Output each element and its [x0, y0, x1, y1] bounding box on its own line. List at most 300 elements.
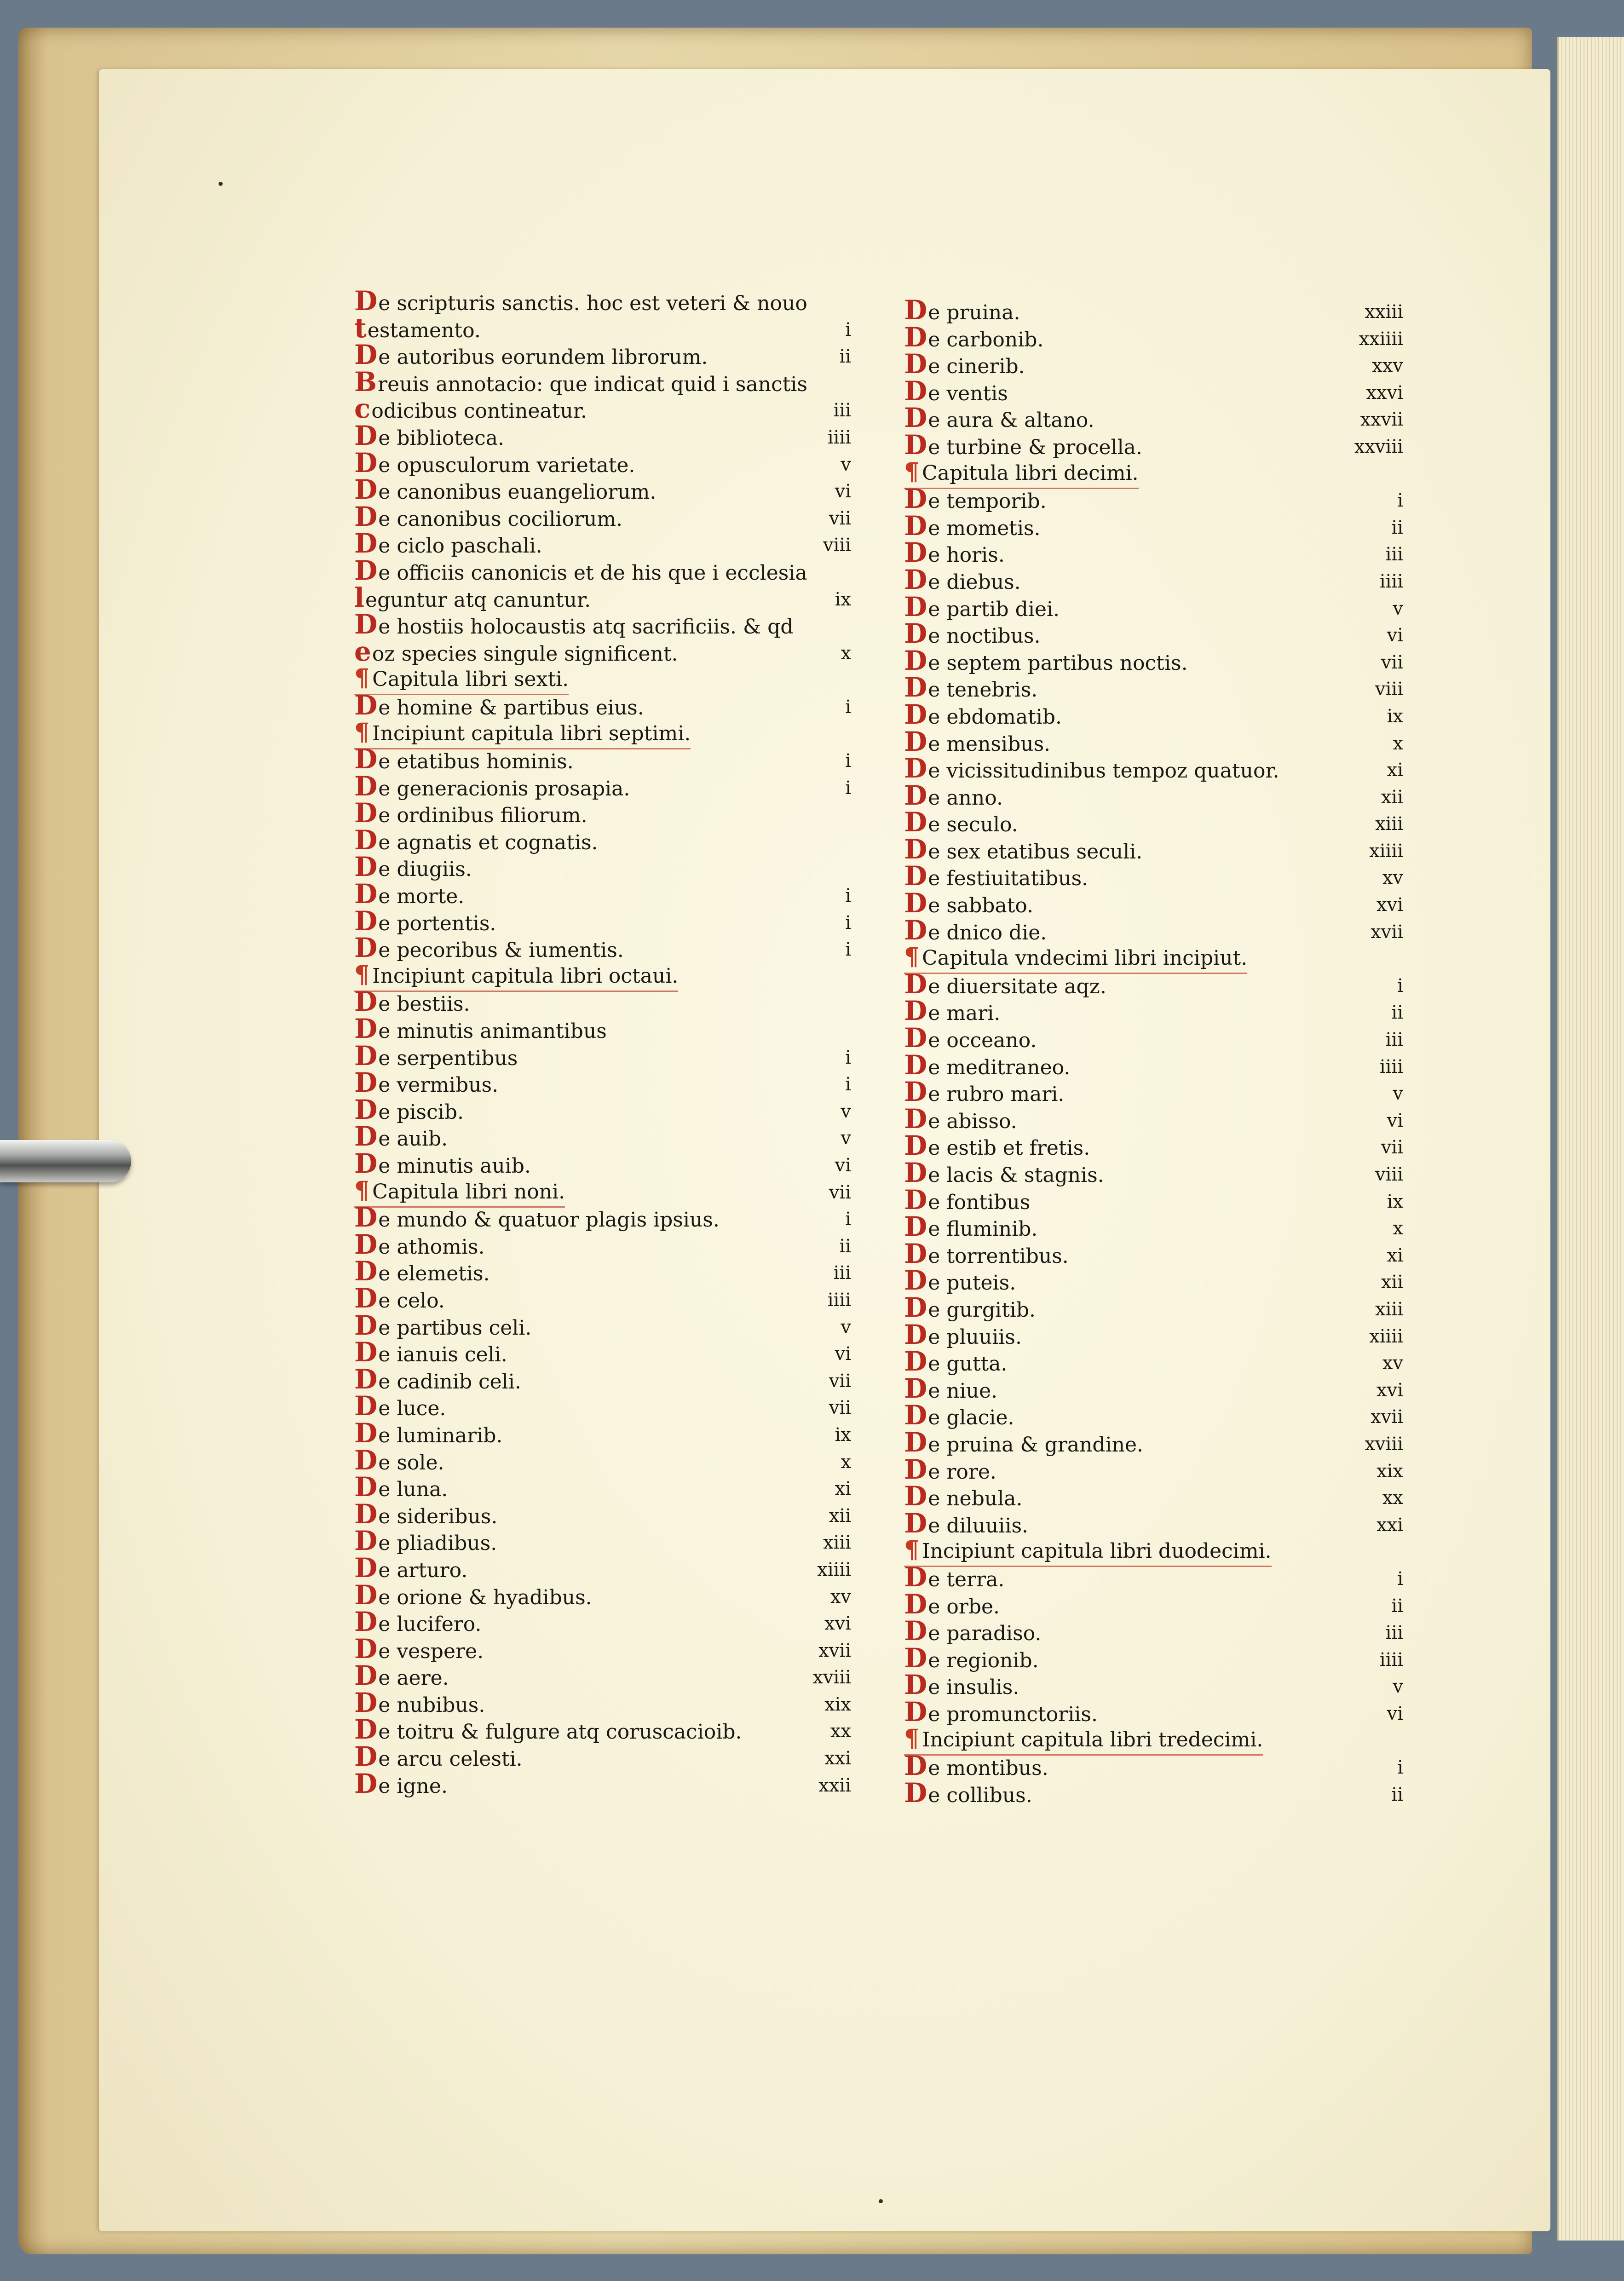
- rubric-heading: [354, 1177, 851, 1204]
- entry-text: De gutta.: [904, 1346, 1008, 1377]
- entry-text: De bestiis.: [354, 986, 470, 1018]
- toc-entry: [354, 312, 851, 344]
- toc-entry: [904, 1480, 1403, 1512]
- entry-text: De diugiis.: [354, 851, 472, 883]
- red-initial: D: [904, 483, 927, 515]
- entry-text: De ordinibus filiorum.: [354, 797, 587, 829]
- toc-entry: [904, 294, 1403, 326]
- red-initial: D: [354, 1768, 378, 1799]
- entry-text: ¶ Capitula libri noni.: [354, 1177, 565, 1208]
- entry-text: De vicissitudinibus tempoz quatuor.: [904, 753, 1279, 784]
- red-initial: D: [354, 1094, 378, 1125]
- chapter-number: xiii: [1375, 1298, 1403, 1320]
- chapter-number: xi: [1387, 1244, 1403, 1266]
- toc-entry: [354, 584, 851, 611]
- entry-text: De noctibus.: [904, 618, 1041, 650]
- rubric-heading: [904, 1725, 1403, 1752]
- red-initial: D: [904, 510, 927, 541]
- entry-text: De aere.: [354, 1660, 449, 1692]
- red-initial: D: [904, 1076, 927, 1108]
- entry-text: De montibus.: [904, 1750, 1048, 1782]
- red-initial: D: [354, 932, 378, 964]
- entry-text: ¶ Incipiunt capitula libri tredecimi.: [904, 1725, 1263, 1756]
- toc-entry: [354, 1309, 851, 1341]
- entry-text: De meditraneo.: [904, 1049, 1071, 1081]
- toc-entry: [354, 1123, 851, 1150]
- chapter-number: xv: [1382, 1353, 1403, 1374]
- red-initial: D: [904, 1265, 927, 1296]
- red-initial: e: [354, 635, 371, 667]
- entry-text: De mensibus.: [904, 726, 1051, 757]
- toc-entry: [354, 554, 851, 586]
- red-initial: D: [354, 1498, 378, 1530]
- chapter-number: v: [841, 1128, 851, 1149]
- chapter-number: xxiii: [1365, 301, 1403, 323]
- red-initial: D: [354, 878, 378, 910]
- red-initial: D: [354, 1471, 378, 1503]
- chapter-number: v: [1393, 1676, 1403, 1698]
- toc-entry: [904, 1267, 1403, 1294]
- chapter-number: xviii: [1365, 1433, 1403, 1455]
- paragraph-mark-icon: ¶: [354, 960, 370, 989]
- entry-text: De dnico die.: [904, 914, 1047, 946]
- entry-text: De promunctoriis.: [904, 1696, 1098, 1728]
- toc-entry: [904, 860, 1403, 892]
- entry-text: De insulis.: [904, 1669, 1019, 1701]
- toc-entry: [354, 1015, 851, 1043]
- entry-text: De sole.: [354, 1444, 444, 1476]
- paragraph-mark-icon: ¶: [354, 718, 370, 746]
- entry-text: De orione & hyadibus.: [354, 1579, 592, 1611]
- entry-text: ¶ Incipiunt capitula libri octaui.: [354, 962, 678, 992]
- chapter-number: xvi: [1376, 1379, 1403, 1401]
- red-initial: D: [904, 645, 927, 676]
- chapter-number: iiii: [1379, 1056, 1403, 1077]
- chapter-number: vii: [1381, 651, 1403, 673]
- entry-text: De estib et fretis.: [904, 1130, 1090, 1162]
- toc-entry: [354, 503, 851, 530]
- red-initial: D: [904, 402, 927, 434]
- left-column: [354, 285, 851, 1799]
- entry-text: De diuersitate aqz.: [904, 968, 1106, 1000]
- toc-entry: [354, 1716, 851, 1743]
- entry-text: De terra.: [904, 1561, 1005, 1593]
- chapter-number: xi: [835, 1478, 851, 1500]
- entry-text: De fontibus: [904, 1184, 1031, 1215]
- entry-text: De igne.: [354, 1768, 448, 1799]
- entry-text: De portentis.: [354, 905, 496, 937]
- toc-entry: [904, 1321, 1403, 1348]
- paragraph-mark-icon: ¶: [904, 457, 920, 486]
- toc-entry: [354, 1258, 851, 1285]
- red-initial: D: [904, 591, 927, 622]
- chapter-number: xvi: [1376, 894, 1403, 916]
- entry-text: ¶ Capitula libri sexti.: [354, 665, 569, 695]
- toc-entry: [354, 1579, 851, 1611]
- toc-entry: [904, 1615, 1403, 1647]
- toc-entry: [904, 674, 1403, 701]
- entry-text: De ciclo paschali.: [354, 528, 542, 559]
- toc-entry: [904, 1130, 1403, 1162]
- chapter-number: xv: [830, 1586, 851, 1607]
- toc-entry: [904, 1049, 1403, 1081]
- chapter-number: x: [1393, 1218, 1403, 1239]
- chapter-number: ix: [835, 588, 851, 610]
- red-initial: D: [904, 1507, 927, 1539]
- chapter-number: i: [845, 912, 851, 933]
- entry-text: De elemetis.: [354, 1256, 490, 1287]
- entry-text: De arturo.: [354, 1552, 468, 1584]
- red-initial: D: [354, 609, 378, 640]
- toc-entry: [354, 905, 851, 937]
- entry-text: De arcu celesti.: [354, 1741, 523, 1773]
- entry-text: De generacionis prosapia.: [354, 770, 630, 802]
- chapter-number: i: [845, 319, 851, 340]
- toc-entry: [354, 1096, 851, 1123]
- red-initial: D: [904, 753, 927, 784]
- entry-text: De opusculorum varietate.: [354, 447, 635, 478]
- toc-entry: [904, 485, 1403, 513]
- toc-entry: [904, 1078, 1403, 1106]
- red-initial: D: [354, 851, 378, 883]
- toc-entry: [904, 1402, 1403, 1429]
- red-initial: D: [354, 1309, 378, 1341]
- chapter-number: xx: [1382, 1487, 1403, 1509]
- chapter-number: vi: [835, 1343, 851, 1365]
- entry-text: De septem partibus noctis.: [904, 645, 1188, 676]
- red-initial: D: [904, 995, 927, 1027]
- chapter-number: x: [841, 642, 851, 664]
- chapter-number: vi: [835, 481, 851, 502]
- entry-text: De carbonib.: [904, 321, 1044, 353]
- red-initial: D: [354, 1687, 378, 1718]
- chapter-number: xxv: [1372, 355, 1403, 377]
- red-initial: D: [354, 824, 378, 856]
- chapter-number: xvii: [1371, 921, 1403, 943]
- toc-entry: [904, 1561, 1403, 1593]
- chapter-number: i: [1397, 490, 1403, 512]
- red-initial: D: [354, 1121, 378, 1152]
- red-initial: D: [904, 429, 927, 461]
- red-initial: D: [904, 726, 927, 757]
- entry-text: De rore.: [904, 1453, 996, 1485]
- red-initial: D: [354, 339, 378, 371]
- red-initial: D: [354, 501, 378, 532]
- entry-text: De collibus.: [904, 1777, 1032, 1809]
- red-initial: D: [354, 1202, 378, 1233]
- red-initial: D: [904, 806, 927, 838]
- toc-entry: [354, 611, 851, 638]
- paragraph-mark-icon: ¶: [354, 1176, 370, 1204]
- toc-entry: [904, 618, 1403, 650]
- entry-text: De auib.: [354, 1121, 448, 1152]
- toc-entry: [354, 366, 851, 397]
- toc-entry: [904, 1671, 1403, 1699]
- entry-text: De aura & altano.: [904, 402, 1094, 434]
- entry-text: De partib diei.: [904, 591, 1060, 622]
- chapter-number: x: [1393, 732, 1403, 754]
- red-initial: D: [354, 474, 378, 506]
- toc-entry: [354, 422, 851, 449]
- chapter-number: viii: [1375, 679, 1403, 700]
- entry-text: De canonibus euangeliorum.: [354, 474, 657, 506]
- chapter-number: ix: [835, 1424, 851, 1446]
- chapter-number: vi: [835, 1155, 851, 1176]
- toc-entry: [354, 1770, 851, 1797]
- chapter-number: viii: [823, 535, 851, 556]
- chapter-number: xxi: [1376, 1514, 1403, 1536]
- entry-text: De sideribus.: [354, 1498, 498, 1530]
- red-initial: D: [354, 770, 378, 802]
- chapter-number: v: [841, 1100, 851, 1122]
- toc-entry: [354, 1741, 851, 1773]
- entry-text: De nubibus.: [354, 1687, 485, 1718]
- entry-text: De homine & partibus eius.: [354, 689, 644, 721]
- toc-entry: [354, 393, 851, 425]
- red-initial: D: [904, 968, 927, 1000]
- entry-text: ¶ Capitula libri decimi.: [904, 459, 1139, 489]
- red-initial: D: [354, 1741, 378, 1773]
- entry-text: De officiis canonicis et de his que i ecclesia: [354, 554, 807, 586]
- toc-entry: [354, 1471, 851, 1503]
- chapter-number: i: [845, 1047, 851, 1068]
- entry-text: De hostiis holocaustis atq sacrificiis. & qd: [354, 609, 794, 640]
- entry-text: eoz species singule significent.: [354, 635, 678, 667]
- red-initial: D: [354, 1282, 378, 1314]
- rubric-heading: [354, 962, 851, 989]
- toc-entry: [904, 1022, 1403, 1054]
- entry-text: De celo.: [354, 1282, 445, 1314]
- toc-entry: [904, 779, 1403, 811]
- chapter-number: xvi: [824, 1613, 851, 1635]
- toc-entry: [354, 743, 851, 775]
- red-initial: D: [904, 672, 927, 703]
- chapter-number: xix: [1376, 1460, 1403, 1482]
- toc-entry: [354, 1204, 851, 1231]
- rubric-heading: [354, 665, 851, 692]
- entry-text: De biblioteca.: [354, 420, 504, 451]
- entry-text: De minutis auib.: [354, 1148, 531, 1179]
- red-initial: D: [354, 528, 378, 559]
- entry-text: De mundo & quatuor plagis ipsius.: [354, 1202, 720, 1233]
- red-initial: D: [904, 1561, 927, 1593]
- entry-text: De diluuiis.: [904, 1507, 1029, 1539]
- toc-entry: [354, 1336, 851, 1368]
- red-initial: D: [904, 1372, 927, 1404]
- chapter-number: i: [845, 696, 851, 718]
- rubric-heading: [904, 1537, 1403, 1564]
- toc-entry: [904, 1752, 1403, 1780]
- chapter-number: xiiii: [1369, 840, 1403, 862]
- toc-entry: [354, 986, 851, 1018]
- toc-entry: [904, 1372, 1403, 1404]
- red-initial: D: [354, 1013, 378, 1045]
- red-initial: D: [904, 375, 927, 407]
- red-initial: D: [904, 1291, 927, 1323]
- toc-entry: [354, 1608, 851, 1636]
- toc-entry: [354, 853, 851, 881]
- chapter-number: xxiiii: [1359, 328, 1403, 350]
- entry-text: De ianuis celi.: [354, 1336, 507, 1368]
- red-initial: D: [354, 554, 378, 586]
- chapter-number: xiiii: [817, 1559, 851, 1580]
- toc-entry: [354, 474, 851, 506]
- entry-text: De fluminib.: [904, 1211, 1038, 1243]
- toc-entry: [904, 806, 1403, 838]
- chapter-number: v: [841, 454, 851, 475]
- entry-text: De cadinib celi.: [354, 1363, 521, 1395]
- chapter-number: xx: [830, 1721, 851, 1742]
- entry-text: De canonibus cociliorum.: [354, 501, 623, 532]
- toc-entry: [354, 1527, 851, 1555]
- chapter-number: i: [845, 1074, 851, 1095]
- red-initial: D: [904, 1642, 927, 1674]
- chapter-number: xxii: [818, 1774, 851, 1796]
- entry-text: De luminarib.: [354, 1417, 503, 1449]
- toc-entry: [904, 914, 1403, 946]
- toc-entry: [904, 887, 1403, 919]
- toc-entry: [904, 1184, 1403, 1215]
- entry-text: De torrentibus.: [904, 1238, 1069, 1269]
- red-initial: D: [354, 1660, 378, 1692]
- chapter-number: v: [841, 1316, 851, 1338]
- chapter-number: xxi: [824, 1748, 851, 1769]
- chapter-number: vii: [829, 507, 851, 529]
- entry-text: De anno.: [904, 779, 1003, 811]
- red-initial: D: [354, 420, 378, 451]
- toc-entry: [904, 1240, 1403, 1267]
- red-initial: D: [904, 833, 927, 865]
- entry-text: De seculo.: [904, 806, 1018, 838]
- toc-entry: [904, 728, 1403, 755]
- entry-text: De scripturis sanctis. hoc est veteri & nouo: [354, 285, 807, 317]
- red-initial: D: [904, 1022, 927, 1054]
- entry-text: De temporib.: [904, 483, 1047, 515]
- toc-entry: [904, 321, 1403, 353]
- red-initial: D: [354, 1552, 378, 1584]
- entry-text: De festiuitatibus.: [904, 860, 1088, 892]
- toc-entry: [904, 375, 1403, 407]
- chapter-number: ii: [1391, 517, 1403, 538]
- red-initial: D: [354, 1363, 378, 1395]
- entry-text: De paradiso.: [904, 1615, 1042, 1647]
- paragraph-mark-icon: ¶: [354, 664, 370, 692]
- red-initial: D: [904, 1426, 927, 1458]
- toc-entry: [904, 348, 1403, 380]
- toc-entry: [904, 997, 1403, 1025]
- entry-text: De puteis.: [904, 1265, 1016, 1296]
- toc-entry: [904, 566, 1403, 593]
- entry-text: De gurgitib.: [904, 1291, 1036, 1323]
- paragraph-mark-icon: ¶: [904, 943, 920, 971]
- red-initial: D: [904, 1238, 927, 1269]
- red-initial: D: [904, 1615, 927, 1647]
- toc-entry: [904, 1642, 1403, 1674]
- entry-text: De minutis animantibus: [354, 1013, 607, 1045]
- toc-entry: [354, 1660, 851, 1692]
- red-initial: D: [904, 618, 927, 650]
- entry-text: De lucifero.: [354, 1606, 482, 1638]
- toc-entry: [354, 1228, 851, 1260]
- toc-entry: [904, 698, 1403, 730]
- chapter-number: iii: [833, 400, 851, 421]
- toc-entry: [354, 770, 851, 802]
- red-initial: D: [904, 1049, 927, 1081]
- entry-text: De agnatis et cognatis.: [354, 824, 598, 856]
- ink-spot: [879, 2199, 883, 2203]
- entry-text: De luce.: [354, 1390, 446, 1422]
- red-initial: D: [354, 285, 378, 317]
- red-initial: D: [904, 914, 927, 946]
- red-initial: B: [354, 366, 377, 397]
- entry-text: Breuis annotacio: que indicat quid i sanctis: [354, 366, 808, 397]
- entry-text: De toitru & fulgure atq coruscaciоib.: [354, 1714, 742, 1745]
- red-initial: D: [354, 1040, 378, 1071]
- chapter-number: viii: [1375, 1164, 1403, 1185]
- chapter-number: v: [1393, 1083, 1403, 1105]
- red-initial: D: [354, 1579, 378, 1611]
- chapter-number: ix: [1387, 1191, 1403, 1212]
- chapter-number: ii: [1391, 1002, 1403, 1024]
- red-initial: D: [354, 447, 378, 478]
- chapter-number: ii: [1391, 1784, 1403, 1805]
- red-initial: D: [354, 1444, 378, 1476]
- entry-text: De mometis.: [904, 510, 1041, 541]
- chapter-number: xiiii: [1369, 1325, 1403, 1347]
- chapter-number: ii: [839, 346, 851, 368]
- red-initial: D: [904, 1103, 927, 1135]
- toc-entry: [354, 1689, 851, 1717]
- entry-text: De etatibus hominis.: [354, 743, 574, 775]
- chapter-number: xvii: [818, 1640, 851, 1661]
- red-initial: D: [354, 905, 378, 937]
- toc-entry: [904, 429, 1403, 461]
- toc-entry: [354, 797, 851, 829]
- toc-entry: [904, 1507, 1403, 1539]
- toc-entry: [904, 1777, 1403, 1809]
- rubric-heading: [354, 719, 851, 746]
- red-initial: D: [904, 1319, 927, 1350]
- toc-entry: [354, 285, 851, 317]
- red-initial: D: [904, 537, 927, 569]
- entry-text: De sabbato.: [904, 887, 1034, 919]
- toc-entry: [354, 689, 851, 721]
- red-initial: D: [354, 1390, 378, 1422]
- chapter-number: vi: [1387, 1703, 1403, 1724]
- entry-text: De pruina.: [904, 294, 1020, 326]
- entry-text: De niue.: [904, 1372, 998, 1404]
- entry-text: De luna.: [354, 1471, 448, 1503]
- toc-entry: [904, 510, 1403, 541]
- chapter-number: i: [845, 750, 851, 772]
- chapter-number: iii: [1385, 1622, 1403, 1644]
- red-initial: D: [904, 1750, 927, 1782]
- chapter-number: xxviii: [1354, 436, 1403, 457]
- toc-entry: [904, 1453, 1403, 1485]
- toc-entry: [354, 635, 851, 667]
- toc-entry: [904, 968, 1403, 1000]
- chapter-number: xxvii: [1360, 409, 1403, 431]
- toc-entry: [904, 593, 1403, 621]
- red-initial: D: [354, 1256, 378, 1287]
- rubric-heading: [904, 944, 1403, 971]
- toc-entry: [354, 1282, 851, 1314]
- chapter-number: xii: [829, 1505, 851, 1526]
- toc-entry: [354, 1150, 851, 1177]
- entry-text: De mari.: [904, 995, 1001, 1027]
- chapter-number: i: [845, 885, 851, 907]
- chapter-number: iiii: [827, 426, 851, 448]
